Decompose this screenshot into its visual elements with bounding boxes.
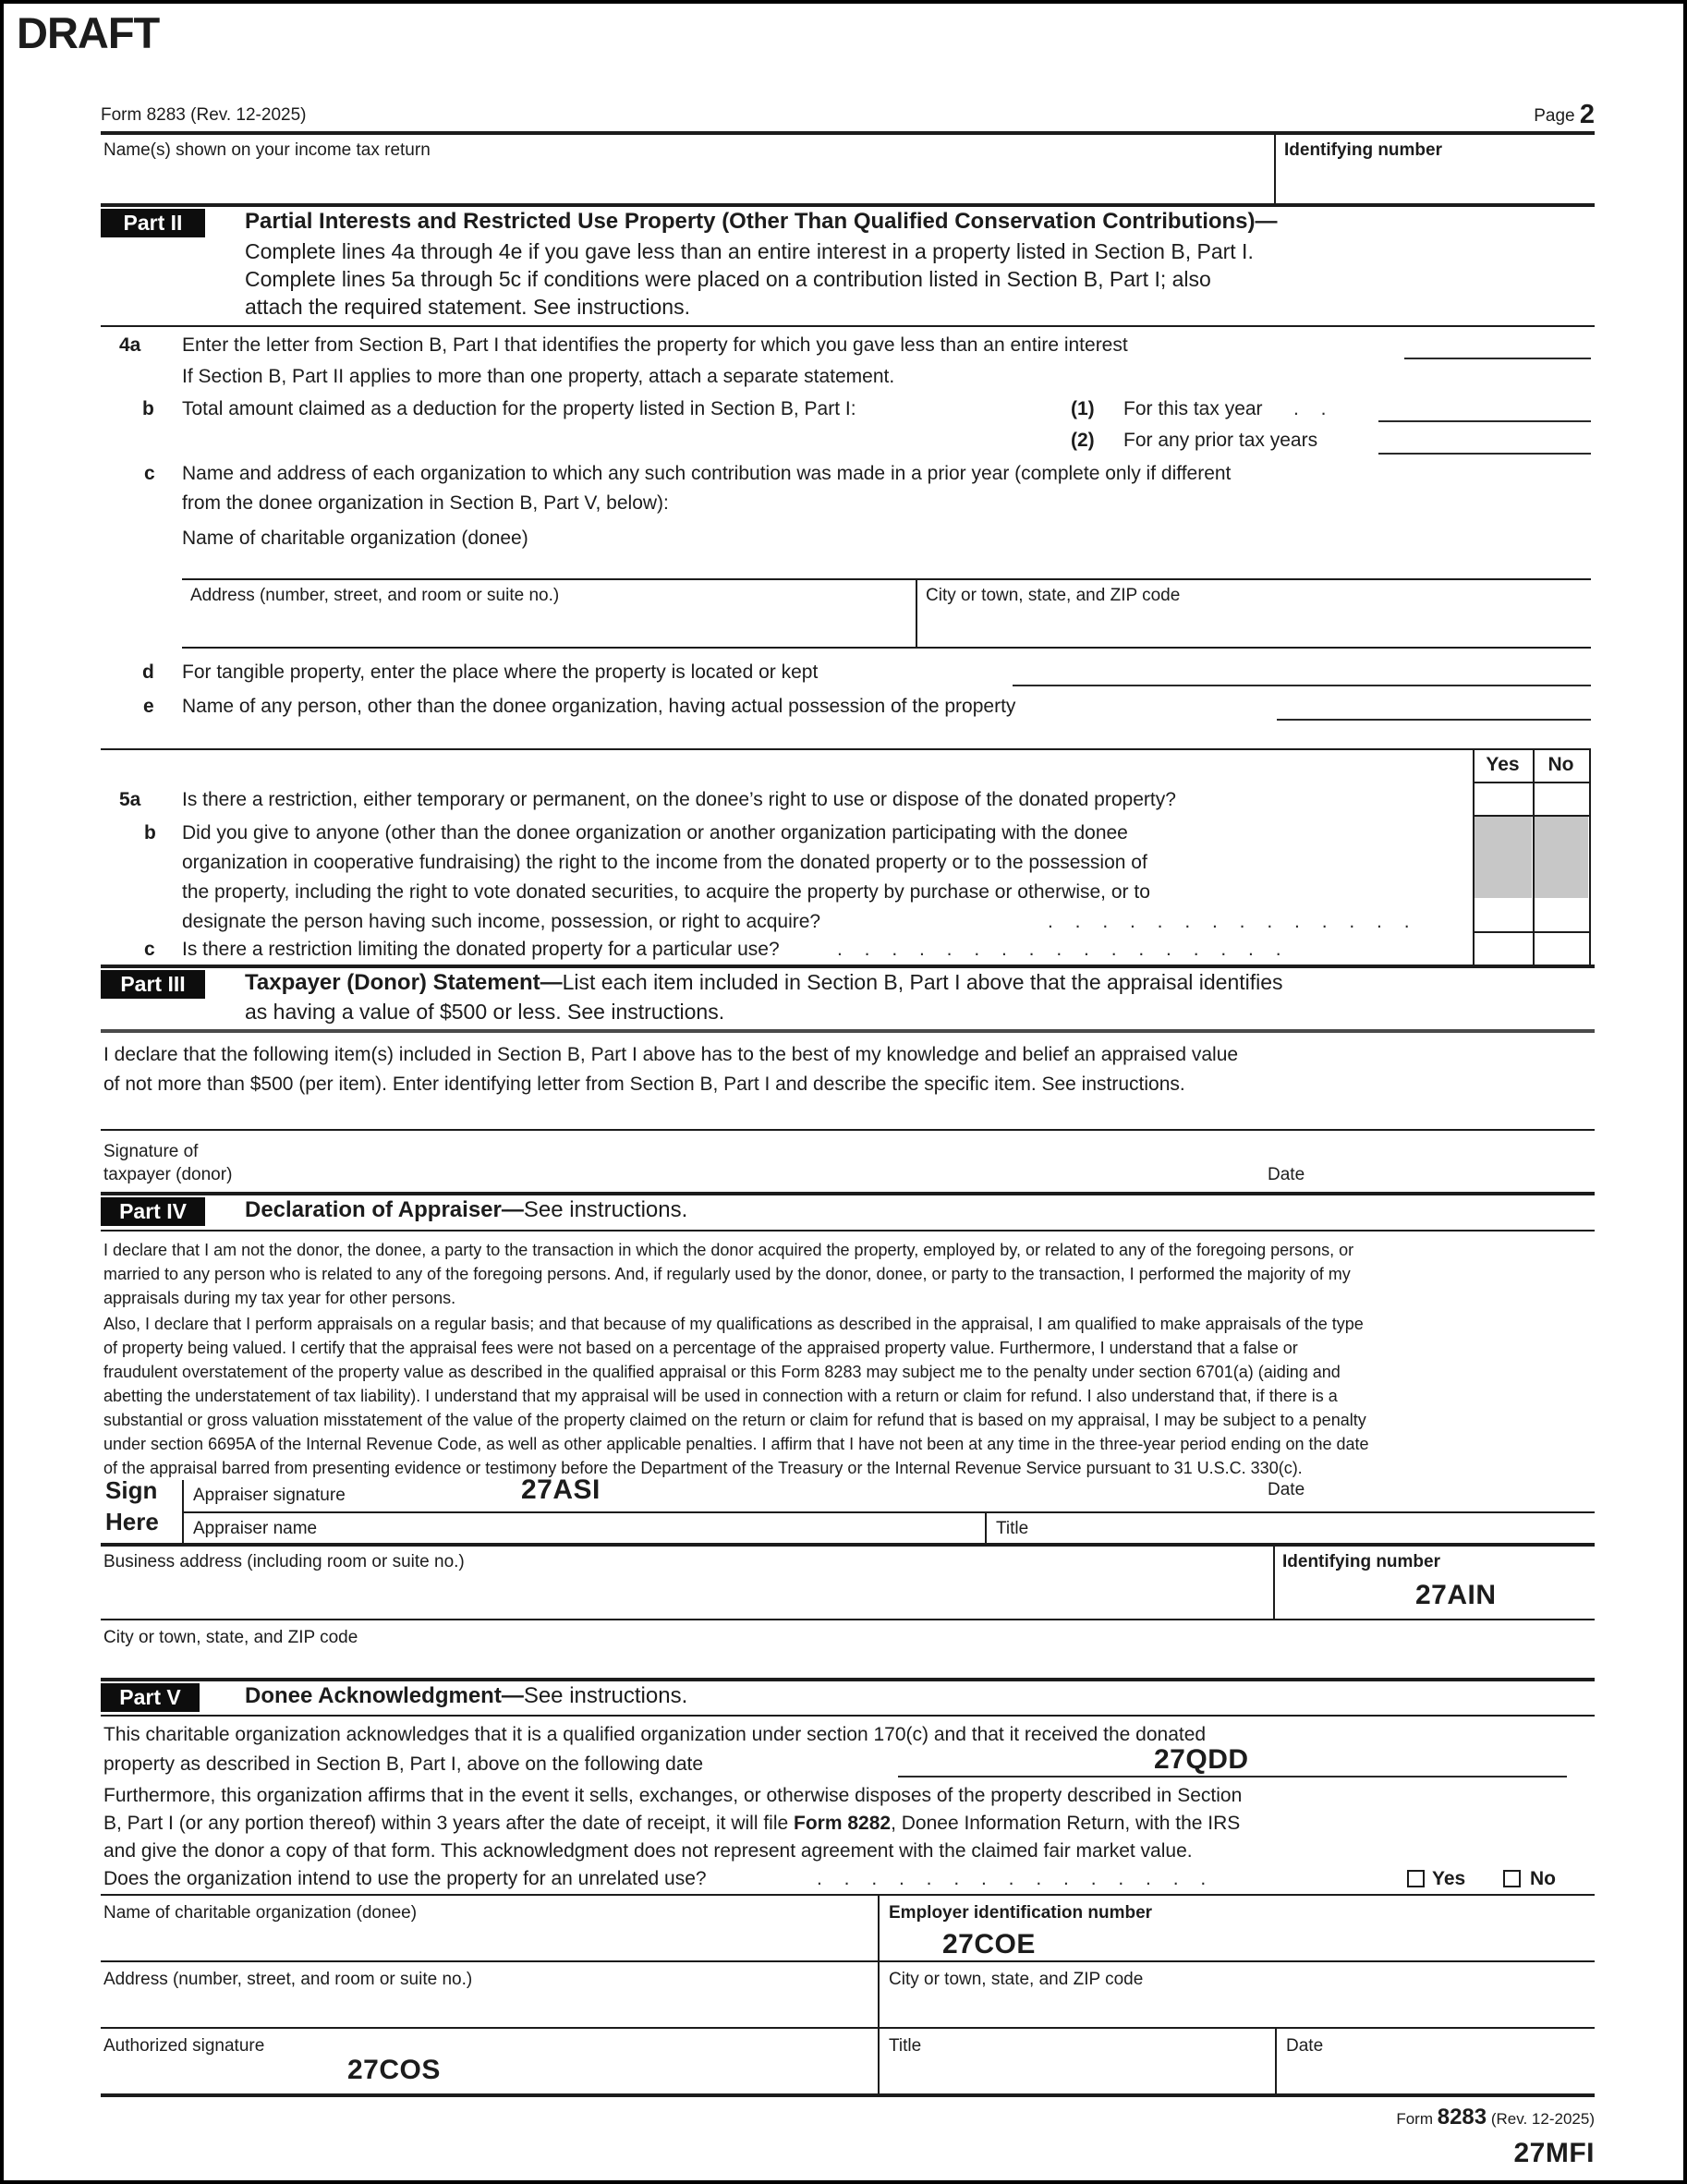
grid-yes-header: Yes (1486, 754, 1520, 775)
line-4c-text-line2: from the donee organization in Section B, Part V, below): (182, 492, 669, 514)
address-table-divider (916, 578, 917, 648)
part4-para2-line3: fraudulent overstatement of the property value as described in the qualified appraisal or this Form 8283 may subject me to the penalty under section 6701(a) (aiding and (103, 1363, 1341, 1381)
donee-org-input-area[interactable] (182, 551, 1586, 576)
corner-field-tag: 27MFI (1513, 2138, 1595, 2168)
part5-top-rule (101, 1678, 1595, 1681)
part5-title-line (245, 1683, 687, 1709)
line-4e-number: e (143, 696, 154, 717)
taxpayer-signature-label-line2: taxpayer (donor) (103, 1165, 233, 1184)
part3-title-bold: Taxpayer (Donor) Statement— (245, 970, 563, 995)
donee-org-label: Name of charitable organization (donee) (182, 528, 528, 549)
donee-address-area[interactable] (103, 1992, 861, 2023)
part5-line4-pre: B, Part I (or any portion thereof) within 3 years after the date of receipt, it will file (103, 1813, 795, 1834)
part3-para-line1: I declare that the following item(s) included in Section B, Part I above has to the best of my knowledge and belief an appraised value (103, 1044, 1239, 1065)
line-4b-prior-years-field[interactable] (1378, 453, 1591, 455)
sign-here-bottom-rule (101, 1543, 1595, 1547)
part3-header-rule (101, 1029, 1595, 1033)
unrelated-yes-checkbox[interactable] (1407, 1870, 1425, 1887)
name-input-area[interactable] (103, 163, 1268, 200)
city-input-area[interactable] (926, 608, 1572, 643)
page-number (1297, 100, 1595, 130)
taxpayer-signature-label-line1: Signature of (103, 1142, 199, 1161)
part5-bottom-rule (101, 2093, 1595, 2097)
part4-top-rule (101, 1192, 1595, 1195)
donee-row1-rule (101, 1960, 1595, 1962)
auth-date-divider (1275, 2027, 1277, 2093)
part5-box: Part V (101, 1683, 200, 1712)
line-4b-text: Total amount claimed as a deduction for the property listed in Section B, Part I: (182, 398, 856, 419)
part5-line2: property as described in Section B, Part I, above on the following date (103, 1753, 704, 1775)
line-4b-this-year-field[interactable] (1378, 420, 1591, 422)
part4-para2-line2: of property being valued. I certify that the appraisal fees were not based on a percentage of the appraised property value. Furthermore, I understand that a false or (103, 1339, 1298, 1357)
grid-top-rule (101, 748, 1591, 750)
line-5b-text-line3: the property, including the right to vote donated securities, to acquire the property by purchase or otherwise, or to (182, 881, 1150, 903)
address-table-top-rule (182, 578, 1591, 580)
auth-title-divider (878, 2027, 880, 2093)
identifying-number-input-area[interactable] (1284, 163, 1589, 200)
donee-city-label: City or town, state, and ZIP code (889, 1970, 1144, 1989)
header-rule (101, 131, 1595, 135)
part3-top-rule (101, 965, 1595, 968)
line-5c-leader-dots: . . . . . . . . . . . . . . . . . (837, 939, 1290, 960)
part3-box: Part III (101, 970, 205, 999)
line-5c-text: Is there a restriction limiting the donated property for a particular use? (182, 939, 780, 960)
sign-here-label-line1: Sign (105, 1476, 158, 1504)
header-divider (1274, 133, 1276, 203)
name-label: Name(s) shown on your income tax return (103, 140, 431, 160)
auth-title-label: Title (889, 2036, 922, 2056)
part4-para2-line4: abetting the understatement of tax liability). I understand that my appraisal will be used in connection with a return or claim for refund. I also understand that, if there is a (103, 1387, 1338, 1405)
line-5c-yes-cell[interactable] (1475, 933, 1531, 963)
ein-field-tag[interactable]: 27COE (942, 1929, 1036, 1960)
part3-title-line1 (245, 970, 1283, 996)
line-4b-item1-text: For this tax year (1123, 398, 1263, 419)
form-8282-reference: Form 8282 (794, 1813, 892, 1834)
unrelated-use-question: Does the organization intend to use the property for an unrelated use? (103, 1868, 707, 1889)
line-5a-number: 5a (119, 789, 141, 810)
part3-para-line2: of not more than $500 (per item). Enter identifying letter from Section B, Part I and describe the specific item. See instructions. (103, 1074, 1185, 1095)
donee-name-label: Name of charitable organization (donee) (103, 1903, 418, 1923)
line-5c-number: c (144, 939, 155, 960)
footer-form-id (1020, 2105, 1595, 2130)
line-5b-text-line2: organization in cooperative fundraising) the right to the income from the donated property or to the possession of (182, 852, 1147, 873)
line-4b-item1-number: (1) (1071, 398, 1095, 419)
donee-date-field-tag[interactable]: 27QDD (1154, 1744, 1249, 1775)
line-4b-leader-dots: . . (1293, 398, 1335, 419)
donee-ein-divider (878, 1894, 880, 1960)
city-label: City or town, state, and ZIP code (926, 586, 1181, 605)
line-4d-number: d (142, 661, 154, 683)
line-5a-no-cell[interactable] (1535, 783, 1587, 815)
page-number-value: 2 (1579, 100, 1595, 129)
sign-here-label-line2: Here (105, 1508, 159, 1535)
part2-desc-line3: attach the required statement. See instructions. (245, 295, 690, 319)
line-5b-no-shade (1535, 817, 1588, 898)
part4-title-line (245, 1197, 687, 1223)
address-table-bottom-rule (182, 647, 1591, 649)
authorized-signature-field-tag[interactable]: 27COS (347, 2055, 441, 2085)
appraiser-id-field-tag[interactable]: 27AIN (1415, 1580, 1497, 1610)
part5-line5: and give the donor a copy of that form. This acknowledgment does not represent agreement with the claimed fair market value. (103, 1840, 1193, 1862)
auth-date-label: Date (1286, 2036, 1324, 2056)
authorized-signature-label: Authorized signature (103, 2036, 265, 2056)
business-address-area[interactable] (103, 1574, 1258, 1615)
auth-title-area[interactable] (889, 2058, 1258, 2090)
part2-top-rule (101, 203, 1595, 207)
line-4e-field[interactable] (1277, 719, 1591, 721)
appraiser-date-area[interactable] (1325, 1478, 1593, 1508)
appraiser-name-label: Appraiser name (193, 1519, 318, 1538)
donee-city-divider (878, 1960, 880, 2027)
line-5b-number: b (144, 822, 156, 843)
grid-no-header: No (1547, 754, 1574, 775)
part5-header-rule (101, 1715, 1595, 1717)
line-4c-text-line1: Name and address of each organization to which any such contribution was made in a prior year (complete only if different (182, 463, 1232, 484)
part5-line4 (103, 1813, 1240, 1835)
donee-name-area[interactable] (103, 1925, 861, 1957)
taxpayer-signature-area[interactable] (281, 1140, 1205, 1186)
part3-title-line2: as having a value of $500 or less. See instructions. (245, 1000, 725, 1024)
line-4b-number: b (142, 398, 154, 419)
part3-date-area[interactable] (1325, 1163, 1593, 1189)
line-4b-item2-text: For any prior tax years (1123, 430, 1318, 451)
part5-line3: Furthermore, this organization affirms that in the event it sells, exchanges, or otherwise disposes of the property described in Section (103, 1785, 1243, 1806)
appraiser-id-label: Identifying number (1282, 1552, 1440, 1571)
draft-watermark: DRAFT (17, 8, 160, 57)
address-input-area[interactable] (190, 608, 902, 643)
donee-row2-rule (101, 2027, 1595, 2029)
line-5a-yes-cell[interactable] (1475, 783, 1531, 815)
unrelated-use-dots: . . . . . . . . . . . . . . . (817, 1868, 1215, 1889)
line-4a-number: 4a (119, 334, 141, 356)
part5-line4-post: , Donee Information Return, with the IRS (891, 1813, 1241, 1834)
part2-box: Part II (101, 209, 205, 237)
unrelated-no-label: No (1530, 1868, 1556, 1889)
line-4d-text: For tangible property, enter the place where the property is located or kept (182, 661, 819, 683)
identifying-number-label: Identifying number (1284, 140, 1442, 160)
business-row-rule (101, 1619, 1595, 1620)
unrelated-yes-label: Yes (1432, 1868, 1466, 1889)
address-label: Address (number, street, and room or suite no.) (190, 586, 560, 605)
donee-address-label: Address (number, street, and room or suite no.) (103, 1970, 473, 1989)
part4-para1-line1: I declare that I am not the donor, the donee, a party to the transaction in which the donor acquired the property, employed by, or related to any of the foregoing persons, or (103, 1241, 1354, 1259)
appraiser-title-area[interactable] (1048, 1517, 1584, 1541)
form-revision-label: Form 8283 (Rev. 12-2025) (101, 105, 307, 125)
line-4a-text2: If Section B, Part II applies to more than one property, attach a separate statement. (182, 366, 895, 387)
part4-header-rule (101, 1230, 1595, 1232)
donee-city-area[interactable] (889, 1992, 1572, 2023)
part5-title-rest: See instructions. (523, 1683, 688, 1708)
part4-para2-line6: under section 6695A of the Internal Revenue Code, as well as other applicable penalties. I affirm that I have not been at any time in the three-year period ending on the date (103, 1435, 1369, 1453)
part5-title-bold: Donee Acknowledgment— (245, 1683, 524, 1708)
unrelated-no-checkbox[interactable] (1503, 1870, 1521, 1887)
part5-question-rule (101, 1894, 1595, 1896)
part4-para2-line1: Also, I declare that I perform appraisals on a regular basis; and that because of my qualifications as described in the appraisal, I am qualified to make appraisals of the type (103, 1315, 1364, 1333)
line-4e-text: Name of any person, other than the donee organization, having actual possession of the property (182, 696, 1016, 717)
part4-para2-line7: of the appraisal barred from presenting evidence or testimony before the Department of the Treasury or the Internal Revenue Service pursuant to 31 U.S.C. 330(c). (103, 1459, 1303, 1477)
footer-form-rev: (Rev. 12-2025) (1490, 2110, 1595, 2128)
part2-desc-line1: Complete lines 4a through 4e if you gave less than an entire interest in a property listed in Section B, Part I. (245, 239, 1254, 263)
appraiser-title-divider (985, 1511, 987, 1543)
auth-date-area[interactable] (1286, 2058, 1582, 2090)
part4-box: Part IV (101, 1197, 205, 1226)
part3-items-input-area[interactable] (103, 1099, 1582, 1127)
part2-desc-line2: Complete lines 5a through 5c if conditions were placed on a contribution listed in Section B, Part I; also (245, 267, 1211, 291)
sign-here-row-rule (182, 1511, 1595, 1513)
line-5b-yes-cell[interactable] (1475, 900, 1531, 931)
business-address-label: Business address (including room or suite no.) (103, 1552, 465, 1571)
line-5b-no-cell[interactable] (1535, 900, 1587, 931)
line-5b-text-line4: designate the person having such income, possession, or right to acquire? (182, 911, 821, 932)
part4-para1-line2: married to any person who is related to any of the foregoing persons. And, if regularly used by the donor, donee, or party to the transaction, I performed the majority of my (103, 1265, 1351, 1283)
footer-form-number: 8283 (1437, 2105, 1487, 2129)
part3-signature-rule (101, 1129, 1595, 1131)
appraiser-name-area[interactable] (373, 1517, 965, 1541)
part4-title-bold: Declaration of Appraiser— (245, 1197, 524, 1222)
line-4a-text: Enter the letter from Section B, Part I that identifies the property for which you gave less than an entire interest (182, 334, 1128, 356)
appraiser-signature-field-tag[interactable]: 27ASI (521, 1474, 601, 1505)
line-4a-entry-field[interactable] (1404, 358, 1591, 359)
line-5b-leader-dots: . . . . . . . . . . . . . . (1048, 911, 1418, 932)
line-5b-yes-shade (1475, 817, 1532, 898)
part3-date-label: Date (1268, 1165, 1305, 1184)
business-id-divider (1273, 1547, 1275, 1619)
appraiser-title-label: Title (996, 1519, 1029, 1538)
appraiser-signature-label: Appraiser signature (193, 1486, 346, 1505)
part4-title-rest: See instructions. (523, 1197, 688, 1222)
page-word: Page (1534, 106, 1575, 126)
appraiser-date-label: Date (1268, 1480, 1305, 1499)
part5-line1: This charitable organization acknowledges that it is a qualified organization under section 170(c) and that it received the donated (103, 1724, 1207, 1745)
donee-date-field-line[interactable] (898, 1776, 1567, 1778)
part4-para2-line5: substantial or gross valuation misstatement of the value of the property claimed on the return or claim for refund that is based on my appraisal, I may be subject to a penalty (103, 1411, 1366, 1429)
line-5a-text: Is there a restriction, either temporary or permanent, on the donee’s right to use or dispose of the donated property? (182, 789, 1176, 810)
ein-label: Employer identification number (889, 1903, 1153, 1923)
line-5b-text-line1: Did you give to anyone (other than the donee organization or another organization participating with the donee (182, 822, 1128, 843)
line-4d-field[interactable] (1013, 685, 1591, 686)
part2-title: Partial Interests and Restricted Use Property (Other Than Qualified Conservation Contributions)— (245, 209, 1278, 234)
part4-para1-line3: appraisals during my tax year for other persons. (103, 1289, 456, 1307)
footer-form-word: Form (1396, 2110, 1433, 2128)
line-5c-no-cell[interactable] (1535, 933, 1587, 963)
line-4c-number: c (144, 463, 155, 484)
appraiser-city-label: City or town, state, and ZIP code (103, 1628, 358, 1647)
part3-title-rest: List each item included in Section B, Part I above that the appraisal identifies (562, 970, 1283, 994)
part2-desc-rule (101, 325, 1595, 327)
appraiser-city-area[interactable] (103, 1650, 1582, 1674)
line-4b-item2-number: (2) (1071, 430, 1095, 451)
